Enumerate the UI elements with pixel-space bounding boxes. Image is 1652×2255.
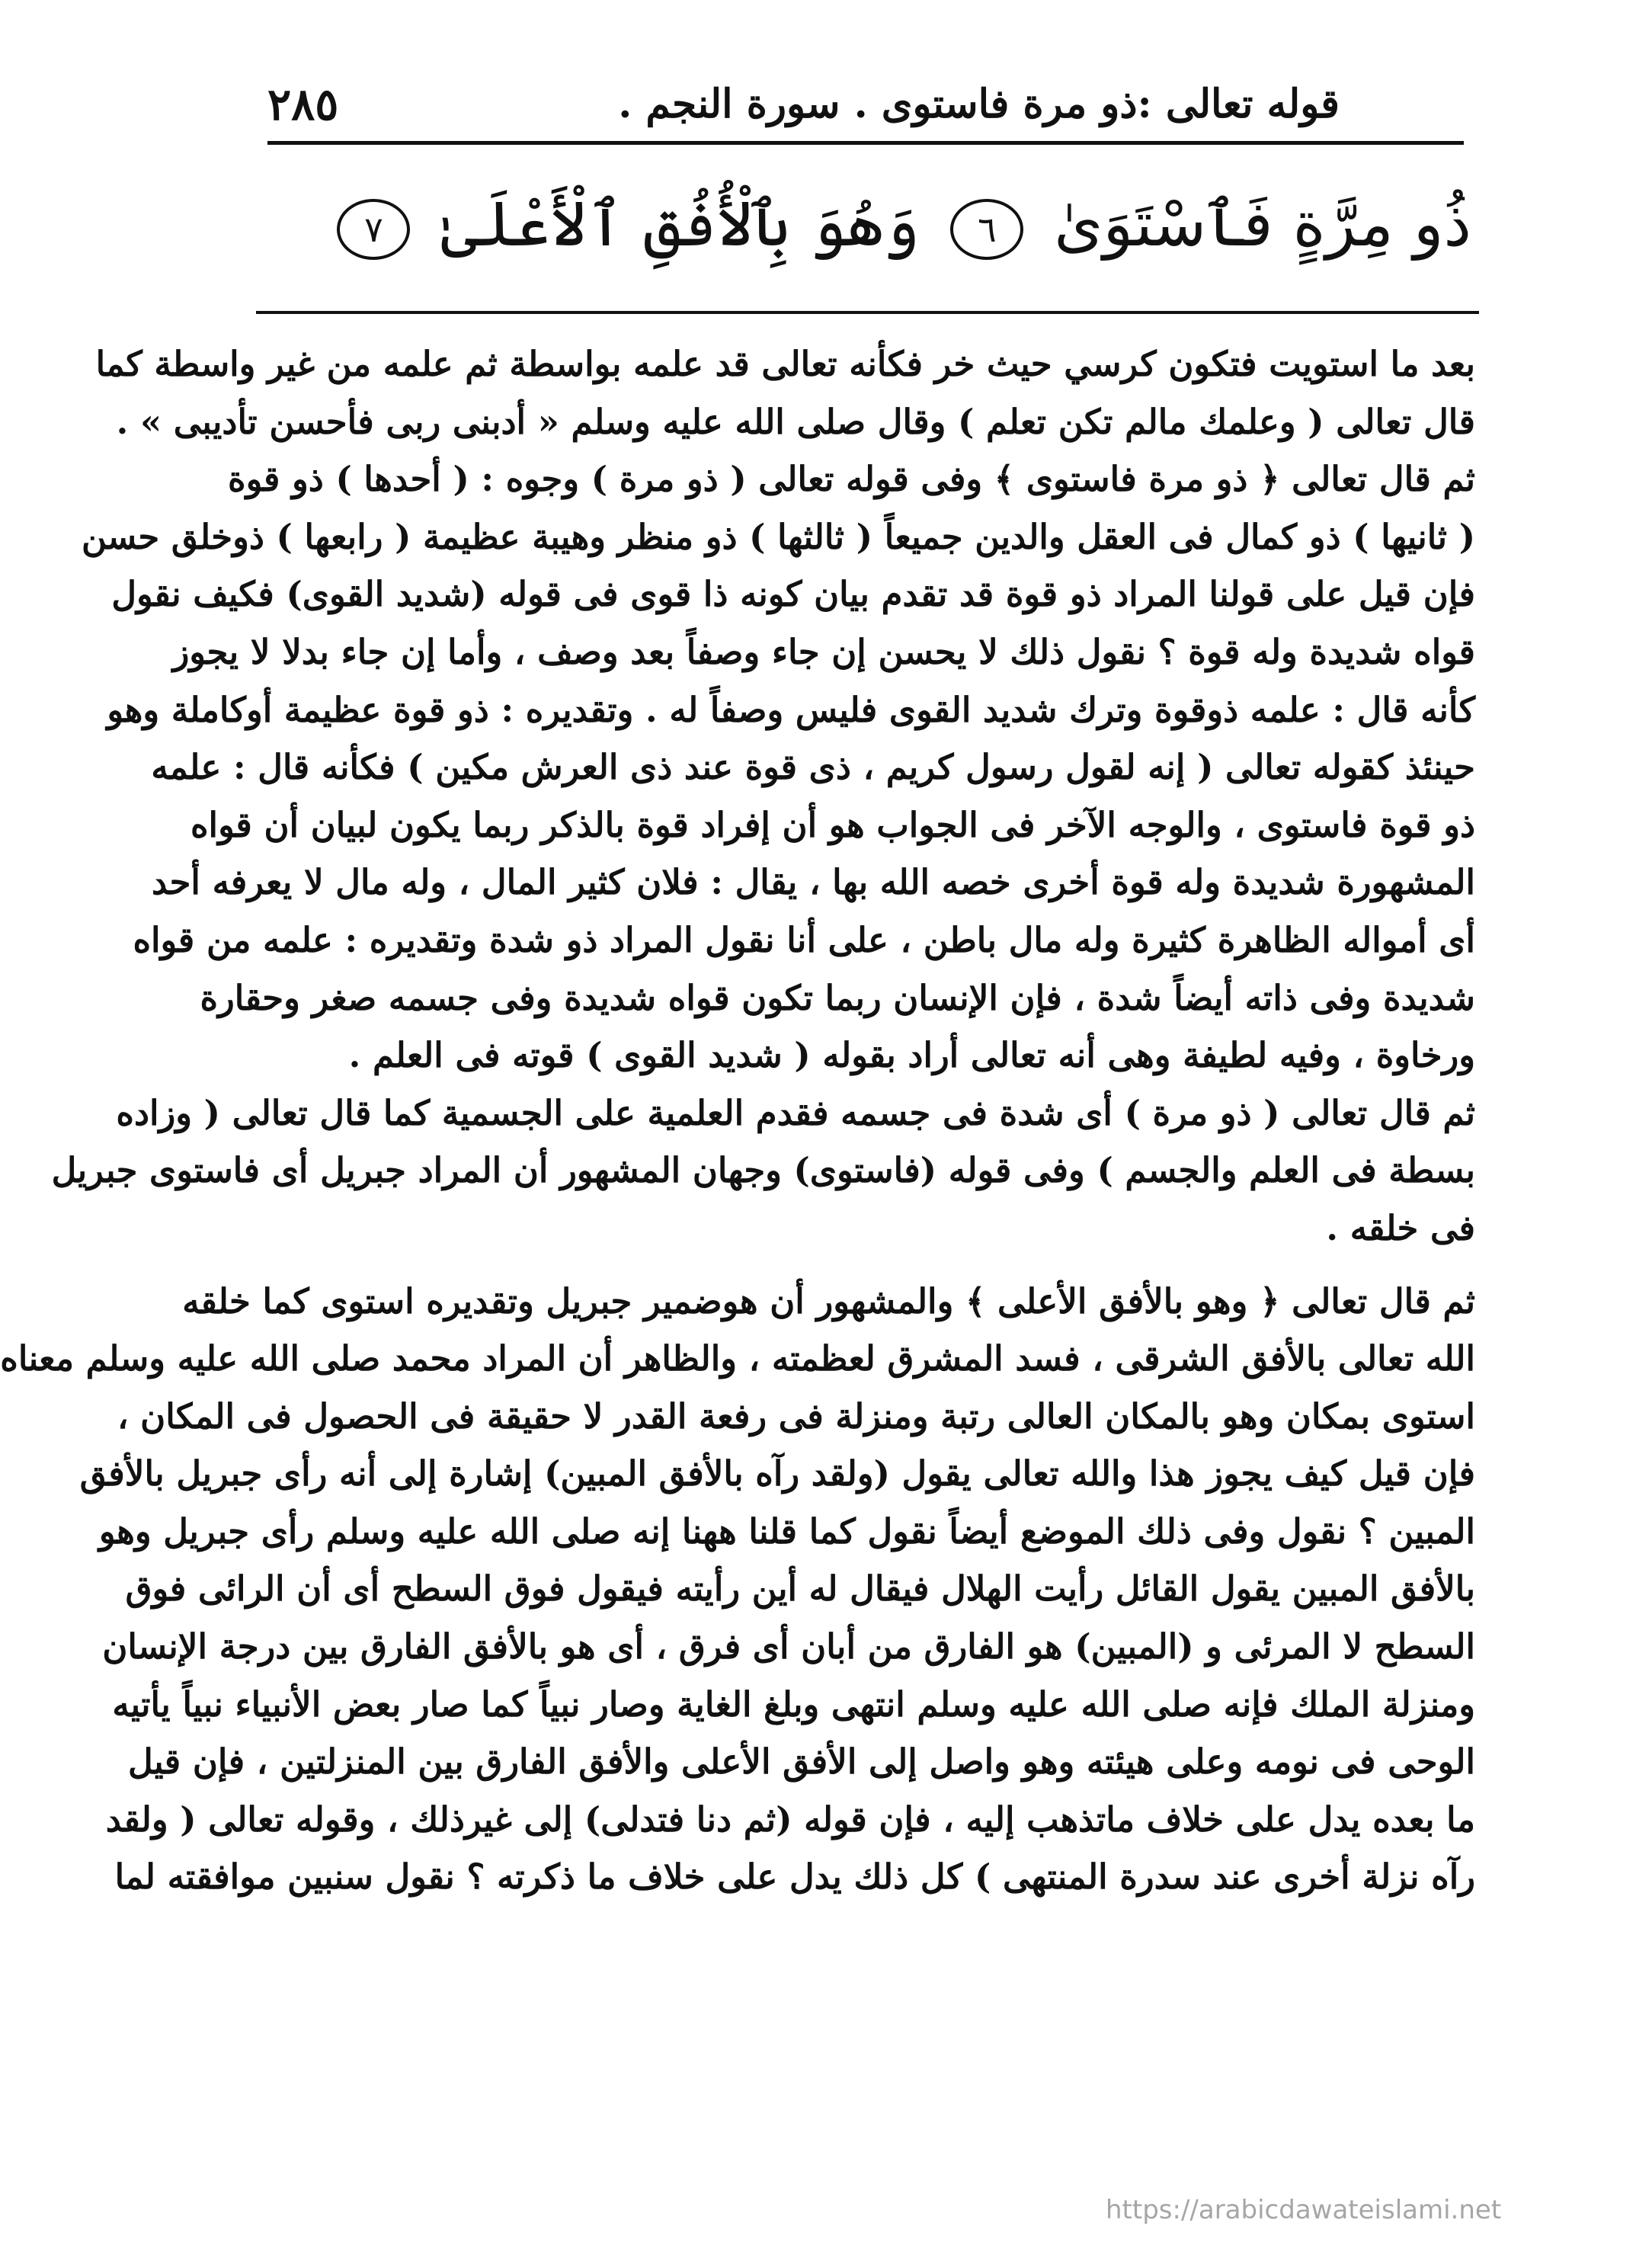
text-line: قواه شديدة وله قوة ؟ نقول ذلك لا يحسن إن جاء وصفاً بعد وصف ، وأما إن جاء بدلا لا يجوز bbox=[172, 631, 1475, 672]
running-head bbox=[267, 70, 1469, 139]
quran-verse bbox=[364, 175, 1471, 274]
text-line: السطح لا المرئى و (المبين) هو الفارق من أبان أى فرق ، أى هو بالأفق الفارق بين درجة الإنسان bbox=[102, 1626, 1475, 1667]
verse-rule bbox=[256, 311, 1479, 314]
text-line: حينئذ كقوله تعالى ( إنه لقول رسول كريم ، ذى قوة عند ذى العرش مكين ) فكأنه قال : علمه bbox=[151, 747, 1475, 788]
text-line: المشهورة شديدة وله قوة أخرى خصه الله بها ، يقال : فلان كثير المال ، وله مال لا يعرفه أحد bbox=[151, 862, 1475, 903]
text-line: ثم قال تعالى ﴿ ذو مرة فاستوى ﴾ وفى قوله تعالى ( ذو مرة ) وجوه : ( أحدها ) ذو قوة bbox=[228, 459, 1475, 500]
paragraph-gap bbox=[264, 1257, 1475, 1273]
text-line: بالأفق المبين يقول القائل رأيت الهلال فيقال له أين رأيته فيقول فوق السطح أى أن الرائى فوق bbox=[125, 1568, 1475, 1610]
verse-text-7: وَهُوَ بِٱلْأُفُقِ ٱلْأَعْلَىٰ bbox=[440, 188, 920, 261]
text-line: المبين ؟ نقول وفى ذلك الموضع أيضاً نقول كما قلنا ههنا إنه صلى الله عليه وسلم رأى جبريل وهو bbox=[98, 1510, 1475, 1552]
text-line: ورخاوة ، وفيه لطيفة وهى أنه تعالى أراد بقوله ( شديد القوى ) قوته فى العلم . bbox=[348, 1035, 1475, 1076]
source-watermark: https://arabicdawateislami.net bbox=[1106, 2195, 1502, 2225]
text-line: بسطة فى العلم والجسم ) وفى قوله (فاستوى) وجهان المشهور أن المراد جبريل أى فاستوى جبريل bbox=[51, 1150, 1475, 1191]
verse-number-mark-7: ٧ bbox=[337, 199, 410, 260]
text-line: بعد ما استويت فتكون كرسي حيث خر فكأنه تعالى قد علمه بواسطة ثم علمه من غير واسطة كما bbox=[95, 344, 1475, 384]
text-line: ذو قوة فاستوى ، والوجه الآخر فى الجواب هو أن إفراد قوة بالذكر ربما يكون لبيان أن قواه bbox=[190, 804, 1475, 845]
header-rule bbox=[267, 141, 1464, 145]
text-line: فإن قيل على قولنا المراد ذو قوة قد تقدم بيان كونه ذا قوى فى قوله (شديد القوى) فكيف نقول bbox=[111, 574, 1475, 615]
text-line: أى أمواله الظاهرة كثيرة وله مال باطن ، على أنا نقول المراد ذو شدة وتقديره : علمه من قواه bbox=[133, 919, 1475, 960]
verse-text-6: ذُو مِرَّةٍ فَٱسْتَوَىٰ bbox=[1054, 188, 1471, 261]
running-title: قوله تعالى :ذو مرة فاستوى . سورة النجم . bbox=[618, 81, 1340, 127]
text-line: فإن قيل كيف يجوز هذا والله تعالى يقول (ولقد رآه بالأفق المبين) إشارة إلى أنه رأى جبريل بالأفق bbox=[79, 1453, 1475, 1494]
verse-number-mark-6: ٦ bbox=[950, 199, 1023, 260]
page-number: ٢٨٥ bbox=[267, 78, 339, 130]
text-line: ثم قال تعالى ﴿ وهو بالأفق الأعلى ﴾ والمشهور أن هوضمير جبريل وتقديره استوى كما خلقه bbox=[182, 1280, 1475, 1321]
text-line: استوى بمكان وهو بالمكان العالى رتبة ومنزلة فى رفعة القدر لا حقيقة فى الحصول فى المكان ، bbox=[117, 1395, 1475, 1437]
text-line: فى خلقه . bbox=[1326, 1207, 1475, 1248]
text-line: الله تعالى بالأفق الشرقى ، فسد المشرق لعظمته ، والظاهر أن المراد محمد صلى الله عليه وسلم معناه bbox=[0, 1338, 1475, 1379]
text-line: ومنزلة الملك فإنه صلى الله عليه وسلم انتهى وبلغ الغاية وصار نبياً كما صار بعض الأنبياء نبياً يأتيه bbox=[112, 1683, 1475, 1725]
text-line: شديدة وفى ذاته أيضاً شدة ، فإن الإنسان ربما تكون قواه شديدة وفى جسمه صغر وحقارة bbox=[200, 977, 1475, 1018]
text-line: ثم قال تعالى ( ذو مرة ) أى شدة فى جسمه فقدم العلمية على الجسمية كما قال تعالى ( وزاده bbox=[116, 1092, 1475, 1133]
text-line: رآه نزلة أخرى عند سدرة المنتهى ) كل ذلك يدل على خلاف ما ذكرته ؟ نقول سنبين موافقته لما bbox=[114, 1856, 1475, 1898]
text-line: كأنه قال : علمه ذوقوة وترك شديد القوى فليس وصفاً له . وتقديره : ذو قوة عظيمة أوكاملة وهو bbox=[107, 689, 1475, 730]
text-line: الوحى فى نومه وعلى هيئته وهو واصل إلى الأفق الأعلى والأفق الفارق بين المنزلتين ، فإن قيل bbox=[128, 1741, 1475, 1783]
text-line: قال تعالى ( وعلمك مالم تكن تعلم ) وقال صلى الله عليه وسلم « أدبنى ربى فأحسن تأديبى » . bbox=[116, 401, 1475, 442]
text-line: ( ثانيها ) ذو كمال فى العقل والدين جميعاً ( ثالثها ) ذو منظر وهيبة عظيمة ( رابعها ) ذوخلق حسن bbox=[81, 516, 1475, 557]
text-line: ما بعده يدل على خلاف ماتذهب إليه ، فإن قوله (ثم دنا فتدلى) إلى غيرذلك ، وقوله تعالى ( ولقد bbox=[105, 1799, 1475, 1840]
commentary-text bbox=[0, 335, 1475, 1906]
